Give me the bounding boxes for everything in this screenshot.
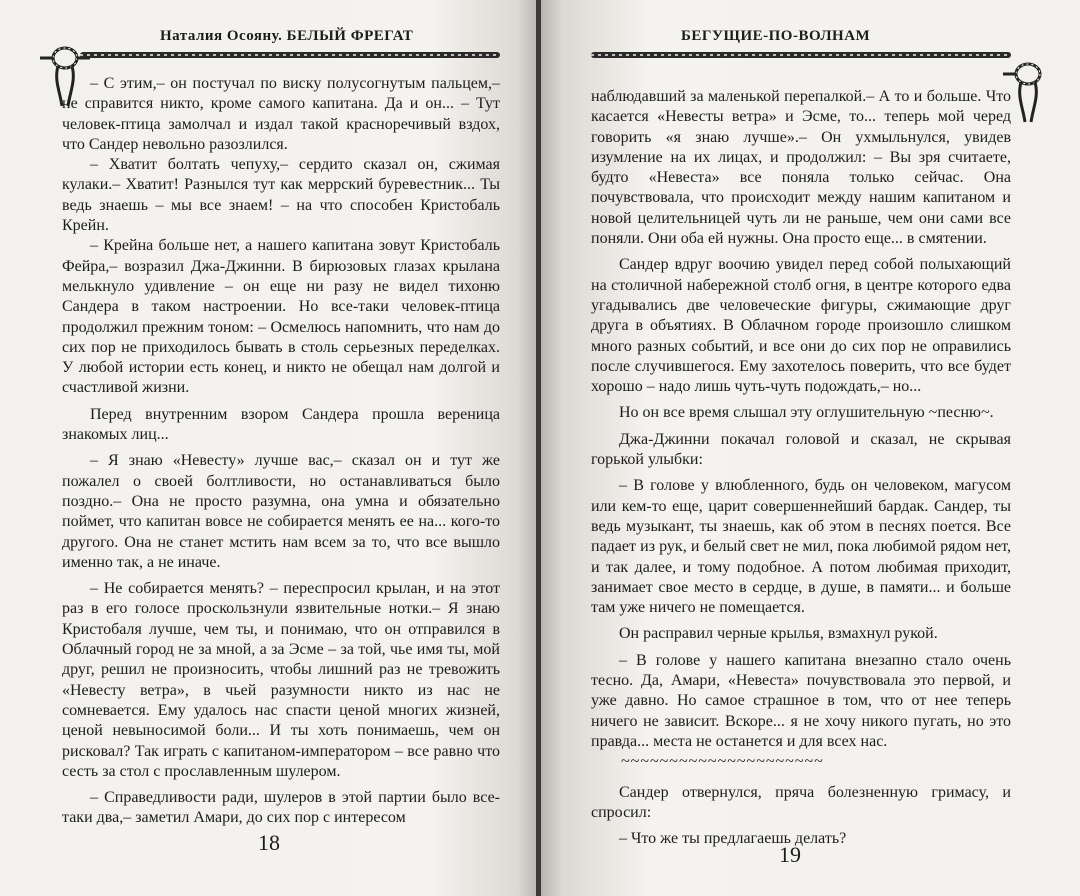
paragraph: – Справедливости ради, шулеров в этой партии было все-таки два,– заметил Амари, до сих пор с интересом (62, 789, 500, 827)
paragraph: – Хватит болтать чепуху,– сердито сказал он, сжимая кулаки.– Хватит! Разнылся тут как меррский буревестник... Ты ведь знаешь – мы все знаем! – на что способен Кристобаль Крейн. (62, 156, 500, 235)
paragraph: – В голове у нашего капитана внезапно стало очень тесно. Да, Амари, «Невеста» почувствовала это первой, и уже давно. Но самое страшное в том, что от нее теперь ничего не зависит. Вскоре... я не хочу никого пугать, но это правда... места не останется и для всех нас. (591, 651, 1011, 750)
rope-divider-icon (591, 50, 1011, 60)
right-page-number: 19 (779, 842, 801, 867)
left-running-header: Наталия Осояну. БЕЛЫЙ ФРЕГАТ (160, 28, 414, 44)
paragraph: Но он все время слышал эту оглушительную ~песню~. (619, 404, 994, 422)
paragraph: наблюдавший за маленькой перепалкой.– А то и больше. Что касается «Невесты ветра» и Эсме, то... теперь мой черед говорить «я знаю лучше».– Он ухмыльнулся, увидев изумление на их лицах, и продолжил: – Вы зря считаете, будто «Невеста» все поняла только сейчас. Она почувствовала, что происходит между нашим капитаном и новой целительницей чуть ли не раньше, чем они сами все поняли. Они оба ей нужны. Она просто еще... в смятении. (591, 88, 1011, 248)
paragraph: – Крейна больше нет, а нашего капитана зовут Кристобаль Фейра,– возразил Джа-Джинни. В бирюзовых глазах крылана мелькнуло удивление – он еще ни разу не видел тихоню Сандера в таком настроении. Но все-таки человек-птица продолжил прежним тоном: – Осмелюсь напомнить, что нам до сих пор не приходилось бывать в столь серьезных переделках. У любой истории есть конец, и никто не обещал нам долгой и счастливой жизни. (62, 237, 500, 397)
left-page (0, 0, 539, 896)
left-body-text (62, 74, 500, 829)
paragraph: Он расправил черные крылья, взмахнул рукой. (619, 625, 938, 643)
paragraph: Сандер отвернулся, пряча болезненную гримасу, и спросил: (591, 783, 1011, 821)
paragraph: – Я знаю «Невесту» лучше вас,– сказал он и тут же пожалел о своей болтливости, но останавливаться было поздно.– Она не просто разумна, она умна и обязательно поймет, что капитан вовсе не собирается менять ее на... кого-то другого. Она не станет мстить нам всем за то, что все вышло именно так, а не иначе. (62, 452, 500, 571)
right-page (541, 0, 1080, 896)
paragraph: Сандер вдруг воочию увидел перед собой полыхающий на столичной набережной столб огня, в центре которого едва угадывались две человеческие фигуры, сжимающие друг друга в объятиях. В Облачном городе произошло слишком много разных событий, и все они до сих пор не оправились после случившегося. Ему захотелось поверить, что все будет хорошо – надо лишь чуть-чуть подождать,– но... (591, 256, 1011, 396)
paragraph: – Не собирается менять? – переспросил крылан, и на этот раз в его голосе проскользнули язвительные нотки.– Я знаю Кристобаля лучше, чем ты, и понимаю, что он отправился в Облачный город не за мной, а за Эсме – за той, чье имя ты, мой друг, решил не произносить, чтобы лишний раз не тревожить «Невесту ветра», в чьей разумности никто из нас не сомневается. Ему удалось нас спасти ценой многих жизней, ценой невыносимой боли... И ты хоть понимаешь, чем он рисковал? Так играть с капитаном-императором – все равно что сесть за стол с прославленным шулером. (62, 580, 500, 780)
right-running-header: БЕГУЩИЕ-ПО-ВОЛНАМ (681, 28, 871, 44)
paragraph: – Что же ты предлагаешь делать? (619, 830, 847, 848)
left-page-number: 18 (258, 830, 280, 855)
rope-divider-icon (80, 50, 500, 60)
scene-separator: ~~~~~~~~~~~~~~~~~~~~~ (621, 753, 824, 771)
paragraph: Джа-Джинни покачал головой и сказал, не скрывая горькой улыбки: (591, 430, 1011, 469)
paragraph: – В голове у влюбленного, будь он человеком, магусом или кем-то еще, царит совершеннейший бардак. Сандер, ты ведь музыкант, ты знаешь, как об этом в песнях поется. Все падает из рук, и белый свет не мил, пока любимой рядом нет, и так далее, и тому подобное. А потом любимая приходит, занимает свое место в сердце, в душе, в памяти... и больше там уже ничего не помещается. (591, 477, 1011, 617)
paragraph: Перед внутренним взором Сандера прошла вереница знакомых лиц... (62, 405, 500, 444)
right-body-text (591, 87, 1011, 849)
paragraph: – С этим,– он постучал по виску полусогнутым пальцем,– не справится никто, кроме самого капитана. Да и он... – Тут человек-птица замолчал и издал такой красноречивый вздох, что Сандер невольно разозлился. (62, 75, 500, 153)
